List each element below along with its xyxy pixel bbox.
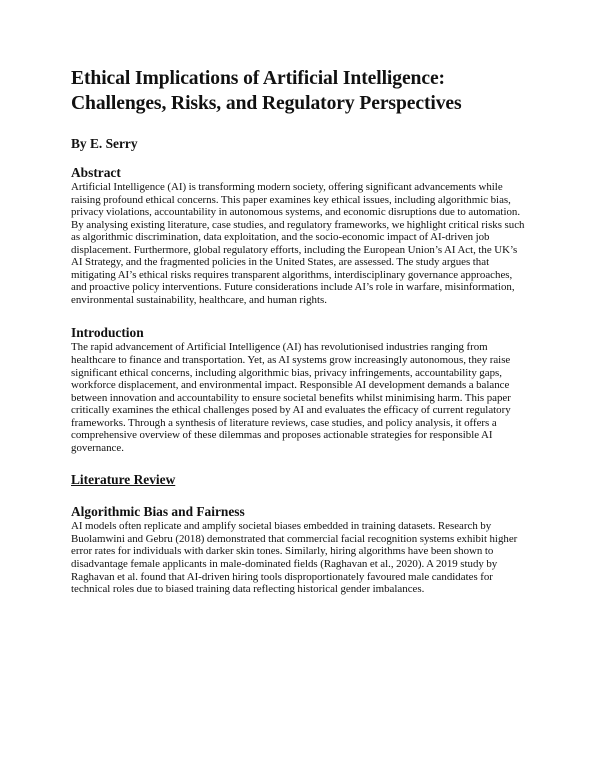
author-line: By E. Serry bbox=[71, 136, 138, 151]
introduction-heading: Introduction bbox=[71, 325, 144, 341]
abstract-heading: Abstract bbox=[71, 165, 121, 180]
paper-page bbox=[71, 66, 529, 596]
literature-review-heading: Literature Review bbox=[71, 472, 176, 488]
paper-title-line-2: Challenges, Risks, and Regulatory Perspectives bbox=[71, 93, 462, 114]
algorithmic-bias-paragraph: AI models often replicate and amplify societal biases embedded in training datasets. Research by Buolamwini and Gebru (2018) demonstrated that commercial facial recognition systems exhibit higher error rates for individuals with darker skin tones. Similarly, hiring algorithms have been shown to disadvantage female applicants in male-dominated fields (Raghavan et al., 2020). A 2019 study by Raghavan et al. found that AI-driven hiring tools disproportionately favoured male candidates for technical roles due to biased training data reflecting historical gender imbalances. bbox=[71, 520, 518, 596]
introduction-paragraph: The rapid advancement of Artificial Intelligence (AI) has revolutionised industries ranging from healthcare to finance and transportation. Yet, as AI systems grow increasingly autonomous, they raise significant ethical concerns, including algorithmic bias, privacy infringements, accountability gaps, workforce displacement, and environmental impact. Responsible AI development demands a balance between innovation and accountability to ensure societal benefits whilst minimising harm. This paper critically examines the ethical challenges posed by AI and evaluates the efficacy of current regulatory frameworks. Through a synthesis of literature reviews, case studies, and policy analysis, it offers a comprehensive overview of these dilemmas and proposes actionable strategies for responsible AI governance. bbox=[71, 341, 511, 454]
paper-title bbox=[71, 66, 529, 116]
paper-title-line-1: Ethical Implications of Artificial Intelligence: bbox=[71, 68, 445, 89]
abstract-paragraph: Artificial Intelligence (AI) is transforming modern society, offering significant advancements while raising profound ethical concerns. This paper examines key ethical issues, including algorithmic bias, privacy violations, accountability in autonomous systems, and economic disruptions due to automation. By analysing existing literature, case studies, and regulatory frameworks, we highlight critical risks such as algorithmic discrimination, data exploitation, and the socio-economic impact of AI-driven job displacement. Furthermore, global regulatory efforts, including the European Union’s AI Act, the UK’s AI Strategy, and the fragmented policies in the United States, are assessed. The study argues that mitigating AI’s ethical risks requires transparent algorithms, interdisciplinary governance approaches, and proactive policy interventions. Future considerations include AI’s role in warfare, misinformation, environmental sustainability, healthcare, and human rights. bbox=[71, 181, 525, 306]
algorithmic-bias-heading: Algorithmic Bias and Fairness bbox=[71, 504, 245, 520]
